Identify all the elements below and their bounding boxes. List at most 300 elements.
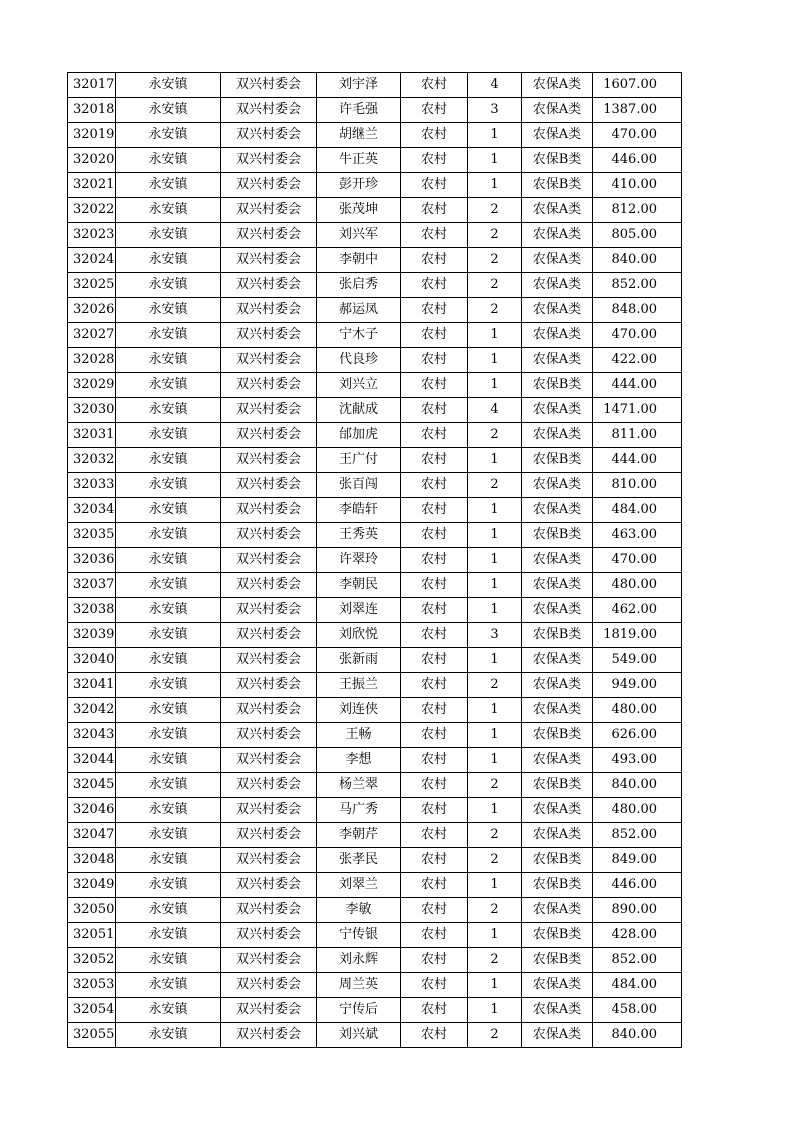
village-committee-cell: 双兴村委会 xyxy=(221,223,317,248)
record-id-cell: 32031 xyxy=(68,423,116,448)
name-cell: 刘兴斌 xyxy=(317,1023,401,1048)
table-row xyxy=(68,423,682,448)
member-count-cell: 2 xyxy=(468,298,522,323)
member-count-cell: 2 xyxy=(468,948,522,973)
member-count-cell: 2 xyxy=(468,823,522,848)
record-id-cell: 32054 xyxy=(68,998,116,1023)
insurance-category-cell: 农保A类 xyxy=(522,698,593,723)
insurance-category-cell: 农保A类 xyxy=(522,123,593,148)
record-id-cell: 32021 xyxy=(68,173,116,198)
village-committee-cell: 双兴村委会 xyxy=(221,573,317,598)
insurance-category-cell: 农保B类 xyxy=(522,923,593,948)
member-count-cell: 1 xyxy=(468,923,522,948)
amount-cell: 480.00 xyxy=(593,573,682,598)
insurance-category-cell: 农保A类 xyxy=(522,248,593,273)
member-count-cell: 1 xyxy=(468,323,522,348)
amount-cell: 484.00 xyxy=(593,973,682,998)
household-type-cell: 农村 xyxy=(401,548,468,573)
insurance-category-cell: 农保B类 xyxy=(522,448,593,473)
table-row xyxy=(68,898,682,923)
household-type-cell: 农村 xyxy=(401,573,468,598)
insurance-category-cell: 农保B类 xyxy=(522,848,593,873)
name-cell: 李想 xyxy=(317,748,401,773)
records-table-body xyxy=(68,73,682,1048)
household-type-cell: 农村 xyxy=(401,98,468,123)
village-committee-cell: 双兴村委会 xyxy=(221,273,317,298)
member-count-cell: 1 xyxy=(468,998,522,1023)
name-cell: 王秀英 xyxy=(317,523,401,548)
village-committee-cell: 双兴村委会 xyxy=(221,648,317,673)
village-committee-cell: 双兴村委会 xyxy=(221,98,317,123)
household-type-cell: 农村 xyxy=(401,273,468,298)
record-id-cell: 32043 xyxy=(68,723,116,748)
name-cell: 沈献成 xyxy=(317,398,401,423)
village-committee-cell: 双兴村委会 xyxy=(221,398,317,423)
name-cell: 刘翠兰 xyxy=(317,873,401,898)
name-cell: 郝运凤 xyxy=(317,298,401,323)
record-id-cell: 32018 xyxy=(68,98,116,123)
insurance-category-cell: 农保A类 xyxy=(522,73,593,98)
table-row xyxy=(68,473,682,498)
member-count-cell: 2 xyxy=(468,848,522,873)
table-row xyxy=(68,1023,682,1048)
table-row xyxy=(68,373,682,398)
household-type-cell: 农村 xyxy=(401,173,468,198)
household-type-cell: 农村 xyxy=(401,598,468,623)
name-cell: 代良珍 xyxy=(317,348,401,373)
town-cell: 永安镇 xyxy=(116,548,221,573)
insurance-category-cell: 农保A类 xyxy=(522,423,593,448)
insurance-category-cell: 农保B类 xyxy=(522,173,593,198)
amount-cell: 422.00 xyxy=(593,348,682,373)
village-committee-cell: 双兴村委会 xyxy=(221,498,317,523)
member-count-cell: 2 xyxy=(468,248,522,273)
member-count-cell: 1 xyxy=(468,498,522,523)
record-id-cell: 32026 xyxy=(68,298,116,323)
insurance-category-cell: 农保A类 xyxy=(522,298,593,323)
household-type-cell: 农村 xyxy=(401,673,468,698)
name-cell: 胡继兰 xyxy=(317,123,401,148)
village-committee-cell: 双兴村委会 xyxy=(221,423,317,448)
records-table xyxy=(67,72,682,1048)
amount-cell: 484.00 xyxy=(593,498,682,523)
insurance-category-cell: 农保B类 xyxy=(522,623,593,648)
village-committee-cell: 双兴村委会 xyxy=(221,373,317,398)
town-cell: 永安镇 xyxy=(116,573,221,598)
table-row xyxy=(68,848,682,873)
name-cell: 刘永辉 xyxy=(317,948,401,973)
member-count-cell: 1 xyxy=(468,873,522,898)
record-id-cell: 32040 xyxy=(68,648,116,673)
village-committee-cell: 双兴村委会 xyxy=(221,698,317,723)
record-id-cell: 32052 xyxy=(68,948,116,973)
town-cell: 永安镇 xyxy=(116,223,221,248)
table-row xyxy=(68,548,682,573)
record-id-cell: 32017 xyxy=(68,73,116,98)
village-committee-cell: 双兴村委会 xyxy=(221,848,317,873)
record-id-cell: 32028 xyxy=(68,348,116,373)
town-cell: 永安镇 xyxy=(116,373,221,398)
table-row xyxy=(68,498,682,523)
village-committee-cell: 双兴村委会 xyxy=(221,248,317,273)
insurance-category-cell: 农保A类 xyxy=(522,748,593,773)
amount-cell: 805.00 xyxy=(593,223,682,248)
table-row xyxy=(68,398,682,423)
member-count-cell: 1 xyxy=(468,798,522,823)
record-id-cell: 32046 xyxy=(68,798,116,823)
member-count-cell: 4 xyxy=(468,73,522,98)
village-committee-cell: 双兴村委会 xyxy=(221,448,317,473)
insurance-category-cell: 农保B类 xyxy=(522,523,593,548)
household-type-cell: 农村 xyxy=(401,373,468,398)
village-committee-cell: 双兴村委会 xyxy=(221,823,317,848)
table-row xyxy=(68,948,682,973)
village-committee-cell: 双兴村委会 xyxy=(221,1023,317,1048)
household-type-cell: 农村 xyxy=(401,423,468,448)
name-cell: 张茂坤 xyxy=(317,198,401,223)
name-cell: 周兰英 xyxy=(317,973,401,998)
village-committee-cell: 双兴村委会 xyxy=(221,148,317,173)
amount-cell: 446.00 xyxy=(593,148,682,173)
household-type-cell: 农村 xyxy=(401,948,468,973)
amount-cell: 446.00 xyxy=(593,873,682,898)
insurance-category-cell: 农保A类 xyxy=(522,1023,593,1048)
amount-cell: 626.00 xyxy=(593,723,682,748)
amount-cell: 480.00 xyxy=(593,698,682,723)
town-cell: 永安镇 xyxy=(116,273,221,298)
name-cell: 刘连侠 xyxy=(317,698,401,723)
household-type-cell: 农村 xyxy=(401,973,468,998)
record-id-cell: 32050 xyxy=(68,898,116,923)
town-cell: 永安镇 xyxy=(116,123,221,148)
record-id-cell: 32022 xyxy=(68,198,116,223)
village-committee-cell: 双兴村委会 xyxy=(221,298,317,323)
town-cell: 永安镇 xyxy=(116,748,221,773)
insurance-category-cell: 农保B类 xyxy=(522,873,593,898)
member-count-cell: 1 xyxy=(468,123,522,148)
amount-cell: 849.00 xyxy=(593,848,682,873)
table-row xyxy=(68,73,682,98)
name-cell: 宁传后 xyxy=(317,998,401,1023)
village-committee-cell: 双兴村委会 xyxy=(221,998,317,1023)
insurance-category-cell: 农保A类 xyxy=(522,98,593,123)
village-committee-cell: 双兴村委会 xyxy=(221,748,317,773)
village-committee-cell: 双兴村委会 xyxy=(221,123,317,148)
town-cell: 永安镇 xyxy=(116,998,221,1023)
insurance-category-cell: 农保A类 xyxy=(522,198,593,223)
name-cell: 张启秀 xyxy=(317,273,401,298)
town-cell: 永安镇 xyxy=(116,173,221,198)
village-committee-cell: 双兴村委会 xyxy=(221,623,317,648)
town-cell: 永安镇 xyxy=(116,798,221,823)
table-row xyxy=(68,623,682,648)
village-committee-cell: 双兴村委会 xyxy=(221,773,317,798)
name-cell: 马广秀 xyxy=(317,798,401,823)
insurance-category-cell: 农保A类 xyxy=(522,473,593,498)
town-cell: 永安镇 xyxy=(116,873,221,898)
amount-cell: 444.00 xyxy=(593,373,682,398)
name-cell: 张新雨 xyxy=(317,648,401,673)
name-cell: 许翠玲 xyxy=(317,548,401,573)
record-id-cell: 32037 xyxy=(68,573,116,598)
table-row xyxy=(68,723,682,748)
household-type-cell: 农村 xyxy=(401,773,468,798)
record-id-cell: 32034 xyxy=(68,498,116,523)
insurance-category-cell: 农保A类 xyxy=(522,573,593,598)
amount-cell: 470.00 xyxy=(593,323,682,348)
household-type-cell: 农村 xyxy=(401,798,468,823)
record-id-cell: 32045 xyxy=(68,773,116,798)
amount-cell: 444.00 xyxy=(593,448,682,473)
table-row xyxy=(68,323,682,348)
village-committee-cell: 双兴村委会 xyxy=(221,923,317,948)
amount-cell: 1819.00 xyxy=(593,623,682,648)
record-id-cell: 32041 xyxy=(68,673,116,698)
member-count-cell: 3 xyxy=(468,623,522,648)
insurance-category-cell: 农保A类 xyxy=(522,398,593,423)
insurance-category-cell: 农保A类 xyxy=(522,898,593,923)
town-cell: 永安镇 xyxy=(116,848,221,873)
town-cell: 永安镇 xyxy=(116,598,221,623)
name-cell: 刘兴军 xyxy=(317,223,401,248)
town-cell: 永安镇 xyxy=(116,148,221,173)
member-count-cell: 1 xyxy=(468,648,522,673)
record-id-cell: 32055 xyxy=(68,1023,116,1048)
village-committee-cell: 双兴村委会 xyxy=(221,73,317,98)
member-count-cell: 1 xyxy=(468,548,522,573)
record-id-cell: 32025 xyxy=(68,273,116,298)
insurance-category-cell: 农保B类 xyxy=(522,948,593,973)
table-row xyxy=(68,873,682,898)
household-type-cell: 农村 xyxy=(401,923,468,948)
member-count-cell: 2 xyxy=(468,223,522,248)
village-committee-cell: 双兴村委会 xyxy=(221,598,317,623)
name-cell: 李朝民 xyxy=(317,573,401,598)
record-id-cell: 32047 xyxy=(68,823,116,848)
town-cell: 永安镇 xyxy=(116,623,221,648)
table-row xyxy=(68,448,682,473)
insurance-category-cell: 农保A类 xyxy=(522,548,593,573)
amount-cell: 812.00 xyxy=(593,198,682,223)
member-count-cell: 2 xyxy=(468,898,522,923)
record-id-cell: 32024 xyxy=(68,248,116,273)
town-cell: 永安镇 xyxy=(116,673,221,698)
village-committee-cell: 双兴村委会 xyxy=(221,348,317,373)
member-count-cell: 2 xyxy=(468,423,522,448)
name-cell: 王广付 xyxy=(317,448,401,473)
table-row xyxy=(68,648,682,673)
household-type-cell: 农村 xyxy=(401,448,468,473)
table-row xyxy=(68,923,682,948)
record-id-cell: 32051 xyxy=(68,923,116,948)
table-row xyxy=(68,148,682,173)
record-id-cell: 32053 xyxy=(68,973,116,998)
amount-cell: 470.00 xyxy=(593,548,682,573)
record-id-cell: 32027 xyxy=(68,323,116,348)
record-id-cell: 32019 xyxy=(68,123,116,148)
insurance-category-cell: 农保A类 xyxy=(522,798,593,823)
name-cell: 张百闯 xyxy=(317,473,401,498)
member-count-cell: 2 xyxy=(468,673,522,698)
household-type-cell: 农村 xyxy=(401,198,468,223)
record-id-cell: 32036 xyxy=(68,548,116,573)
insurance-category-cell: 农保A类 xyxy=(522,998,593,1023)
amount-cell: 840.00 xyxy=(593,248,682,273)
record-id-cell: 32044 xyxy=(68,748,116,773)
name-cell: 宁传银 xyxy=(317,923,401,948)
table-row xyxy=(68,998,682,1023)
village-committee-cell: 双兴村委会 xyxy=(221,798,317,823)
village-committee-cell: 双兴村委会 xyxy=(221,898,317,923)
table-row xyxy=(68,698,682,723)
member-count-cell: 1 xyxy=(468,698,522,723)
village-committee-cell: 双兴村委会 xyxy=(221,948,317,973)
household-type-cell: 农村 xyxy=(401,623,468,648)
table-row xyxy=(68,198,682,223)
town-cell: 永安镇 xyxy=(116,198,221,223)
amount-cell: 840.00 xyxy=(593,773,682,798)
member-count-cell: 2 xyxy=(468,473,522,498)
table-row xyxy=(68,248,682,273)
insurance-category-cell: 农保A类 xyxy=(522,673,593,698)
insurance-category-cell: 农保A类 xyxy=(522,648,593,673)
town-cell: 永安镇 xyxy=(116,423,221,448)
amount-cell: 1607.00 xyxy=(593,73,682,98)
village-committee-cell: 双兴村委会 xyxy=(221,973,317,998)
amount-cell: 549.00 xyxy=(593,648,682,673)
village-committee-cell: 双兴村委会 xyxy=(221,548,317,573)
name-cell: 刘宇泽 xyxy=(317,73,401,98)
town-cell: 永安镇 xyxy=(116,248,221,273)
table-row xyxy=(68,298,682,323)
village-committee-cell: 双兴村委会 xyxy=(221,523,317,548)
town-cell: 永安镇 xyxy=(116,298,221,323)
village-committee-cell: 双兴村委会 xyxy=(221,873,317,898)
name-cell: 彭开珍 xyxy=(317,173,401,198)
amount-cell: 949.00 xyxy=(593,673,682,698)
name-cell: 李皓轩 xyxy=(317,498,401,523)
amount-cell: 840.00 xyxy=(593,1023,682,1048)
household-type-cell: 农村 xyxy=(401,698,468,723)
amount-cell: 493.00 xyxy=(593,748,682,773)
table-row xyxy=(68,773,682,798)
member-count-cell: 3 xyxy=(468,98,522,123)
name-cell: 牛正英 xyxy=(317,148,401,173)
town-cell: 永安镇 xyxy=(116,1023,221,1048)
village-committee-cell: 双兴村委会 xyxy=(221,473,317,498)
amount-cell: 848.00 xyxy=(593,298,682,323)
insurance-category-cell: 农保B类 xyxy=(522,773,593,798)
amount-cell: 462.00 xyxy=(593,598,682,623)
household-type-cell: 农村 xyxy=(401,398,468,423)
name-cell: 李朝中 xyxy=(317,248,401,273)
amount-cell: 852.00 xyxy=(593,273,682,298)
amount-cell: 463.00 xyxy=(593,523,682,548)
table-row xyxy=(68,573,682,598)
name-cell: 杨兰翠 xyxy=(317,773,401,798)
town-cell: 永安镇 xyxy=(116,448,221,473)
record-id-cell: 32038 xyxy=(68,598,116,623)
household-type-cell: 农村 xyxy=(401,498,468,523)
member-count-cell: 2 xyxy=(468,1023,522,1048)
member-count-cell: 1 xyxy=(468,523,522,548)
town-cell: 永安镇 xyxy=(116,323,221,348)
member-count-cell: 1 xyxy=(468,348,522,373)
table-row xyxy=(68,98,682,123)
amount-cell: 890.00 xyxy=(593,898,682,923)
record-id-cell: 32032 xyxy=(68,448,116,473)
record-id-cell: 32023 xyxy=(68,223,116,248)
name-cell: 张孝民 xyxy=(317,848,401,873)
member-count-cell: 1 xyxy=(468,573,522,598)
household-type-cell: 农村 xyxy=(401,648,468,673)
village-committee-cell: 双兴村委会 xyxy=(221,723,317,748)
record-id-cell: 32030 xyxy=(68,398,116,423)
amount-cell: 428.00 xyxy=(593,923,682,948)
table-row xyxy=(68,123,682,148)
name-cell: 刘欣悦 xyxy=(317,623,401,648)
name-cell: 李敏 xyxy=(317,898,401,923)
amount-cell: 458.00 xyxy=(593,998,682,1023)
table-row xyxy=(68,273,682,298)
town-cell: 永安镇 xyxy=(116,773,221,798)
household-type-cell: 农村 xyxy=(401,123,468,148)
amount-cell: 852.00 xyxy=(593,948,682,973)
town-cell: 永安镇 xyxy=(116,98,221,123)
member-count-cell: 2 xyxy=(468,273,522,298)
household-type-cell: 农村 xyxy=(401,998,468,1023)
household-type-cell: 农村 xyxy=(401,723,468,748)
amount-cell: 1387.00 xyxy=(593,98,682,123)
household-type-cell: 农村 xyxy=(401,848,468,873)
village-committee-cell: 双兴村委会 xyxy=(221,198,317,223)
member-count-cell: 2 xyxy=(468,773,522,798)
amount-cell: 1471.00 xyxy=(593,398,682,423)
table-row xyxy=(68,598,682,623)
household-type-cell: 农村 xyxy=(401,323,468,348)
household-type-cell: 农村 xyxy=(401,898,468,923)
table-row xyxy=(68,673,682,698)
table-row xyxy=(68,223,682,248)
member-count-cell: 2 xyxy=(468,198,522,223)
household-type-cell: 农村 xyxy=(401,873,468,898)
village-committee-cell: 双兴村委会 xyxy=(221,323,317,348)
household-type-cell: 农村 xyxy=(401,298,468,323)
town-cell: 永安镇 xyxy=(116,498,221,523)
household-type-cell: 农村 xyxy=(401,223,468,248)
town-cell: 永安镇 xyxy=(116,823,221,848)
insurance-category-cell: 农保A类 xyxy=(522,598,593,623)
insurance-category-cell: 农保A类 xyxy=(522,273,593,298)
household-type-cell: 农村 xyxy=(401,1023,468,1048)
name-cell: 刘兴立 xyxy=(317,373,401,398)
member-count-cell: 1 xyxy=(468,173,522,198)
amount-cell: 470.00 xyxy=(593,123,682,148)
member-count-cell: 1 xyxy=(468,373,522,398)
village-committee-cell: 双兴村委会 xyxy=(221,173,317,198)
household-type-cell: 农村 xyxy=(401,148,468,173)
household-type-cell: 农村 xyxy=(401,523,468,548)
household-type-cell: 农村 xyxy=(401,248,468,273)
town-cell: 永安镇 xyxy=(116,948,221,973)
name-cell: 许毛强 xyxy=(317,98,401,123)
household-type-cell: 农村 xyxy=(401,348,468,373)
insurance-category-cell: 农保A类 xyxy=(522,973,593,998)
name-cell: 李朝芹 xyxy=(317,823,401,848)
amount-cell: 810.00 xyxy=(593,473,682,498)
name-cell: 王振兰 xyxy=(317,673,401,698)
record-id-cell: 32049 xyxy=(68,873,116,898)
